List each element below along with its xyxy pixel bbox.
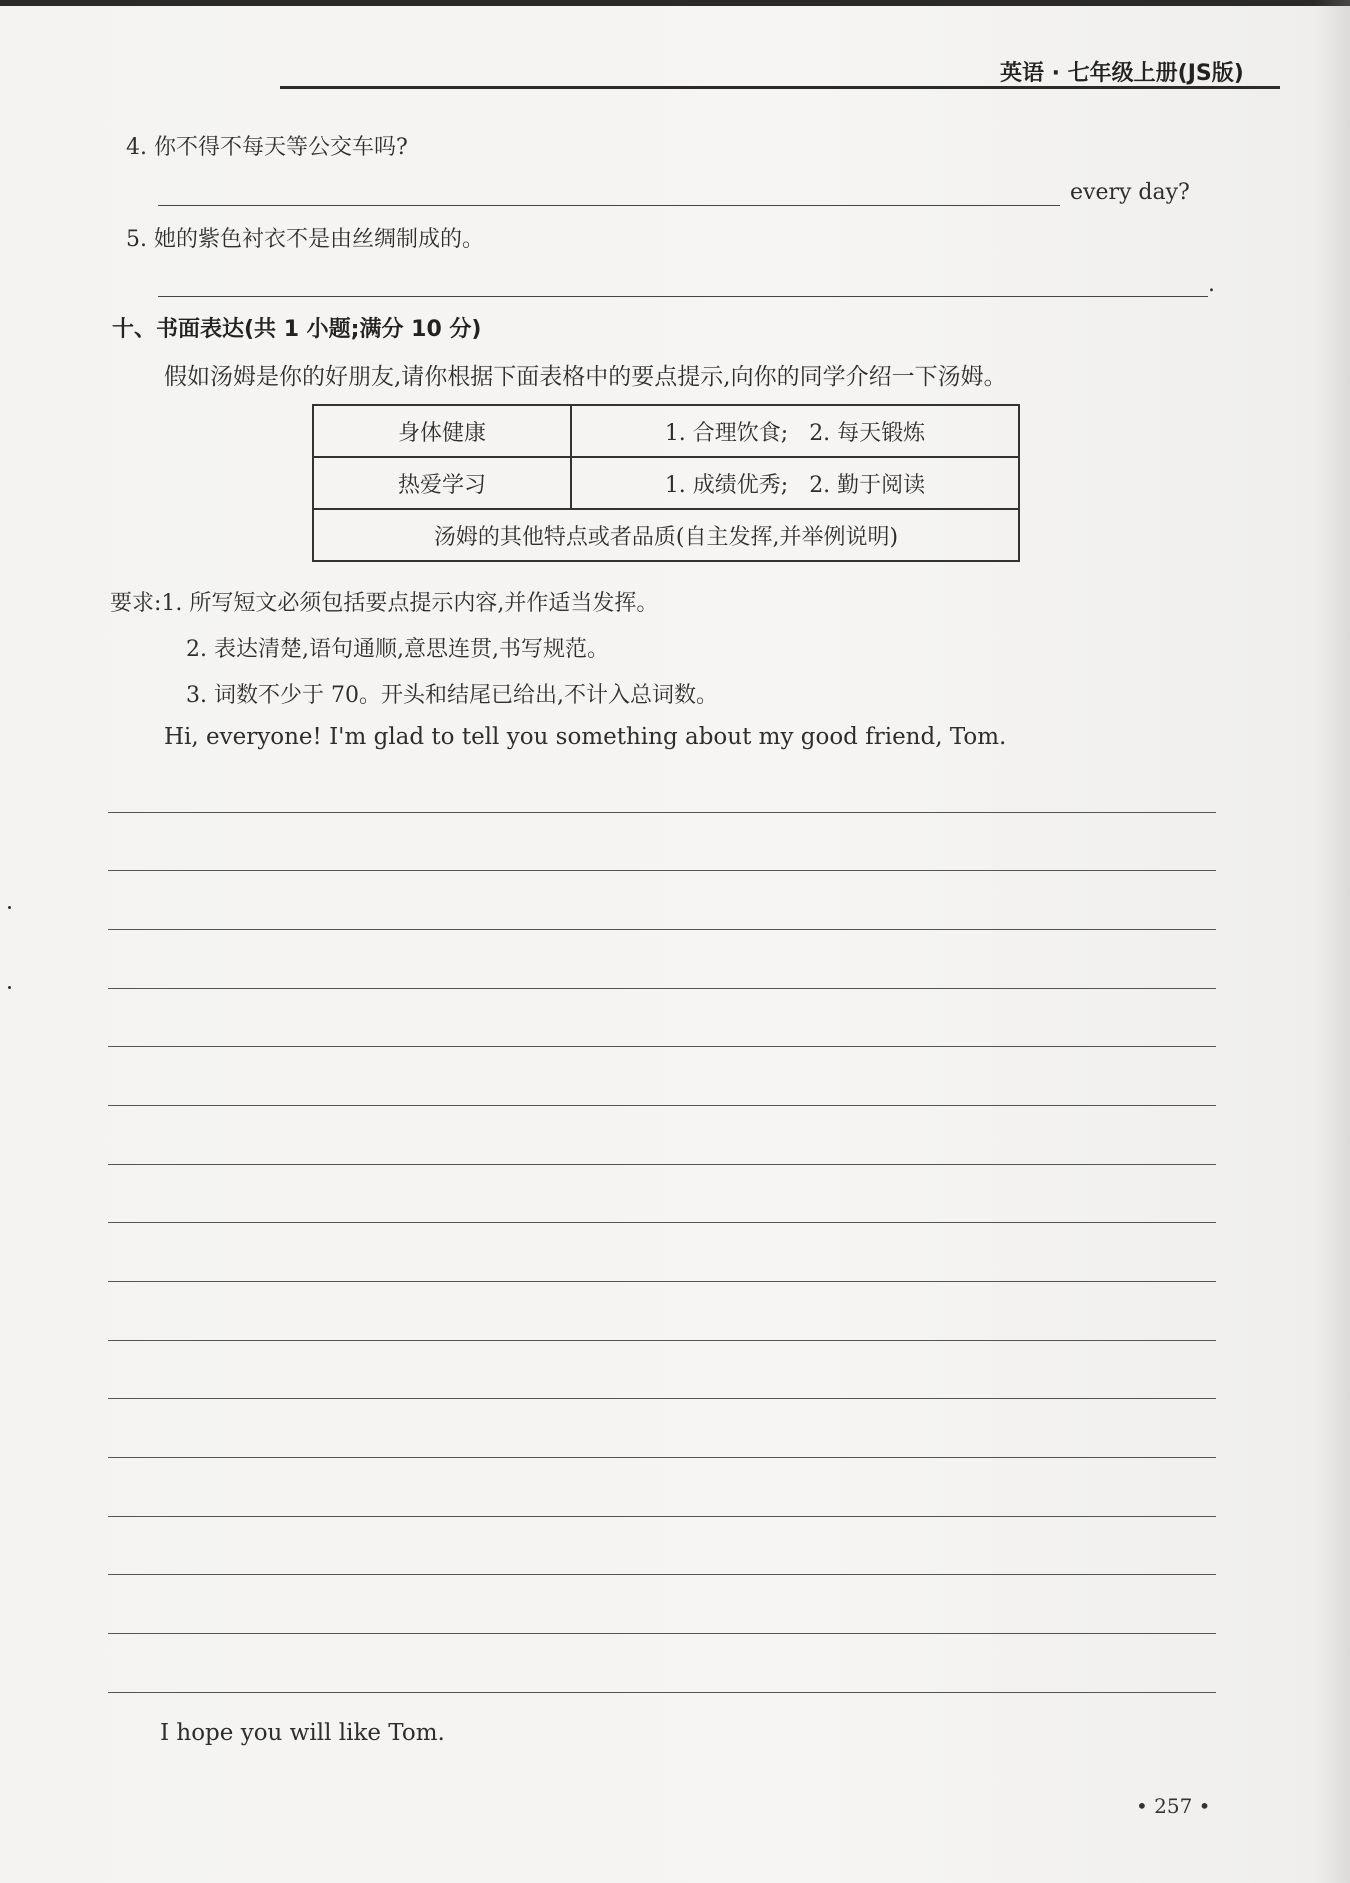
requirement-3: 3. 词数不少于 70。开头和结尾已给出,不计入总词数。 (186, 683, 718, 708)
book-title: 英语 · 七年级上册(JS版) (1000, 61, 1244, 86)
table-row (313, 405, 1019, 457)
question-5-suffix: . (1208, 272, 1215, 297)
requirement-1: 要求:1. 所写短文必须包括要点提示内容,并作适当发挥。 (110, 591, 659, 616)
writing-line[interactable] (108, 1340, 1216, 1341)
table-cell-topic: 身体健康 (313, 405, 571, 457)
page-edge-shadow (1314, 0, 1350, 1883)
question-5-prompt: 5. 她的紫色衬衣不是由丝绸制成的。 (126, 227, 484, 252)
table-footer-cell: 汤姆的其他特点或者品质(自主发挥,并举例说明) (313, 509, 1019, 561)
table-row (313, 457, 1019, 509)
question-4-suffix: every day? (1070, 180, 1190, 205)
writing-line[interactable] (108, 929, 1216, 930)
top-border (0, 0, 1350, 6)
key-points-table (312, 404, 1020, 562)
essay-opening: Hi, everyone! I'm glad to tell you something about my good friend, Tom. (164, 724, 1007, 750)
table-cell-points: 1. 合理饮食; 2. 每天锻炼 (571, 405, 1019, 457)
writing-line[interactable] (108, 812, 1216, 813)
essay-closing: I hope you will like Tom. (160, 1720, 445, 1746)
writing-line[interactable] (108, 1046, 1216, 1047)
writing-line[interactable] (108, 870, 1216, 871)
table-row (313, 509, 1019, 561)
writing-instruction: 假如汤姆是你的好朋友,请你根据下面表格中的要点提示,向你的同学介绍一下汤姆。 (164, 364, 1007, 390)
question-4-answer-blank[interactable] (158, 205, 1060, 206)
writing-line[interactable] (108, 1222, 1216, 1223)
writing-line[interactable] (108, 1164, 1216, 1165)
scan-speck (8, 906, 11, 909)
requirement-2: 2. 表达清楚,语句通顺,意思连贯,书写规范。 (186, 637, 609, 662)
writing-line[interactable] (108, 1574, 1216, 1575)
writing-line[interactable] (108, 1457, 1216, 1458)
writing-line[interactable] (108, 988, 1216, 989)
table-cell-points: 1. 成绩优秀; 2. 勤于阅读 (571, 457, 1019, 509)
writing-line[interactable] (108, 1281, 1216, 1282)
writing-line[interactable] (108, 1516, 1216, 1517)
page-number: • 257 • (1136, 1794, 1211, 1818)
question-4-prompt: 4. 你不得不每天等公交车吗? (126, 135, 408, 160)
writing-line[interactable] (108, 1633, 1216, 1634)
writing-line[interactable] (108, 1105, 1216, 1106)
scan-speck (8, 986, 11, 989)
writing-line[interactable] (108, 1692, 1216, 1693)
question-5-answer-blank[interactable] (158, 296, 1208, 297)
section-title: 十、书面表达(共 1 小题;满分 10 分) (112, 317, 482, 342)
table-cell-topic: 热爱学习 (313, 457, 571, 509)
writing-line[interactable] (108, 1398, 1216, 1399)
